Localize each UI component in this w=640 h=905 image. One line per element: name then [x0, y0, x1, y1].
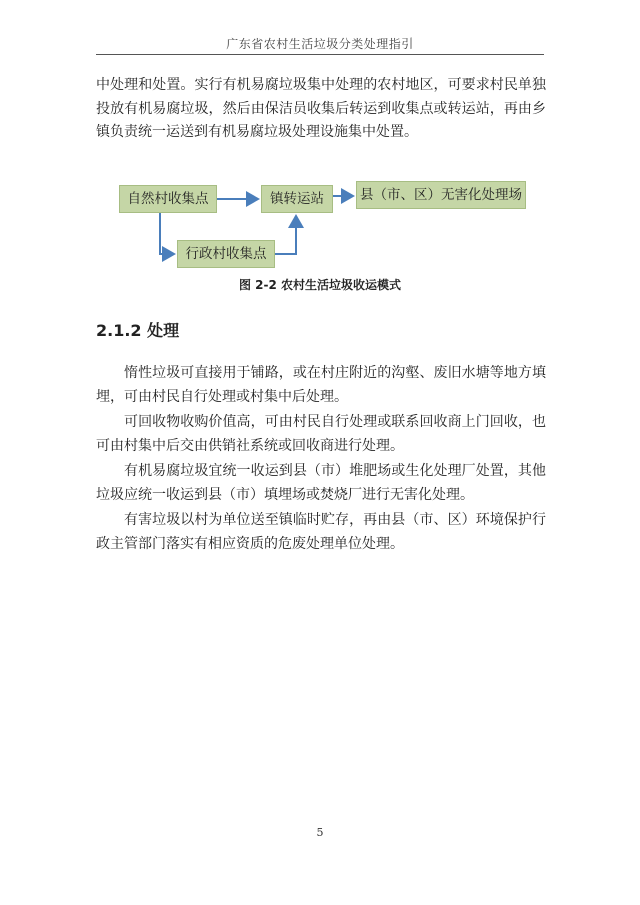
node-natural-village: 自然村收集点	[119, 185, 217, 213]
page-number: 5	[316, 826, 324, 839]
paragraph-inert-waste: 惰性垃圾可直接用于铺路，或在村庄附近的沟壑、废旧水塘等地方填埋，可由村民自行处理或村集中后处理。	[96, 365, 546, 405]
paragraph-recyclables: 可回收物收购价值高，可由村民自行处理或联系回收商上门回收，也可由村集中后交由供销社系统或回收商进行处理。	[96, 414, 546, 454]
node-county-facility: 县（市、区）无害化处理场	[356, 181, 526, 209]
arrow-natural-to-admin	[160, 213, 174, 254]
figure-caption: 图 2-2 农村生活垃圾收运模式	[238, 278, 402, 292]
intro-paragraph: 中处理和处置。实行有机易腐垃圾集中处理的农村地区，可要求村民单独投放有机易腐垃圾，然后由保洁员收集后转运到收集点或转运站，再由乡镇负责统一运送到有机易腐垃圾处理设施集中处置。	[96, 77, 546, 140]
node-town-transfer: 镇转运站	[261, 185, 333, 213]
node-admin-village: 行政村收集点	[177, 240, 275, 268]
paragraph-hazardous-waste: 有害垃圾以村为单位送至镇临时贮存，再由县（市、区）环境保护行政主管部门落实有相应资质的危废处理单位处理。	[96, 512, 546, 552]
running-header: 广东省农村生活垃圾分类处理指引	[226, 37, 414, 51]
arrow-admin-to-town	[275, 216, 296, 254]
paragraph-organic-waste: 有机易腐垃圾宜统一收运到县（市）堆肥场或生化处理厂处置，其他垃圾应统一收运到县（市）填埋场或焚烧厂进行无害化处理。	[96, 463, 546, 503]
section-heading: 2.1.2 处理	[96, 321, 180, 340]
